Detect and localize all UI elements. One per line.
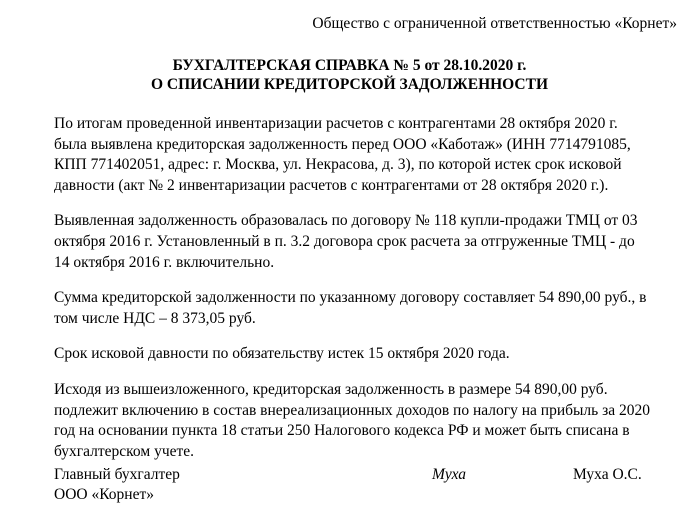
text-line: подлежит включению в состав внереализационных доходов по налогу на прибыль за 2020: [54, 401, 650, 419]
paragraph-contract: [54, 211, 684, 273]
organization-name: Общество с ограниченной ответственностью «Корнет»: [312, 15, 677, 32]
text-line: давности (акт № 2 инвентаризации расчетов с контрагентами от 28 октября 2020 г.).: [54, 176, 609, 194]
title-line-1: БУХГАЛТЕРСКАЯ СПРАВКА № 5 от 28.10.2020 г.: [172, 57, 527, 74]
text-line: Срок исковой давности по обязательству истек 15 октября 2020 года.: [54, 345, 510, 363]
document-title: [0, 56, 699, 94]
document-body: [54, 114, 684, 477]
text-line: год на основании пункта 18 статьи 250 Налогового кодекса РФ и может быть списана в: [54, 422, 630, 440]
text-line: КПП 771402051, адрес: г. Москва, ул. Некрасова, д. 3), по которой истек срок исковой: [54, 156, 622, 174]
handwritten-signature: Муха: [432, 466, 467, 483]
signer-position: Главный бухгалтер: [54, 466, 180, 483]
text-line: Сумма кредиторской задолженности по указанному договору составляет 54 890,00 руб., в: [54, 289, 647, 307]
text-line: том числе НДС – 8 373,05 руб.: [54, 309, 256, 327]
signer-name: Муха О.С.: [573, 466, 642, 483]
text-line: октября 2016 г. Установленный в п. 3.2 договора срок расчета за отгруженные ТМЦ - до: [54, 232, 635, 250]
text-line: бухгалтерском учете.: [54, 442, 195, 460]
text-line: По итогам проведенной инвентаризации расчетов с контрагентами 28 октября 2020 г.: [54, 115, 618, 132]
text-line: 14 октября 2016 г. включительно.: [54, 253, 275, 271]
paragraph-limitation: [54, 344, 684, 365]
signer-company: ООО «Корнет»: [54, 486, 154, 503]
title-line-2: О СПИСАНИИ КРЕДИТОРСКОЙ ЗАДОЛЖЕННОСТИ: [150, 76, 549, 93]
paragraph-amount: [54, 288, 684, 329]
paragraph-conclusion: [54, 380, 684, 462]
text-line: Исходя из вышеизложенного, кредиторская задолженность в размере 54 890,00 руб.: [54, 380, 608, 398]
text-line: была выявлена кредиторская задолженность перед ООО «Каботаж» (ИНН 7714791085,: [54, 135, 631, 153]
text-line: Выявленная задолженность образовалась по договору № 118 купли-продажи ТМЦ от 03: [54, 212, 638, 230]
paragraph-inventory: [54, 114, 684, 196]
